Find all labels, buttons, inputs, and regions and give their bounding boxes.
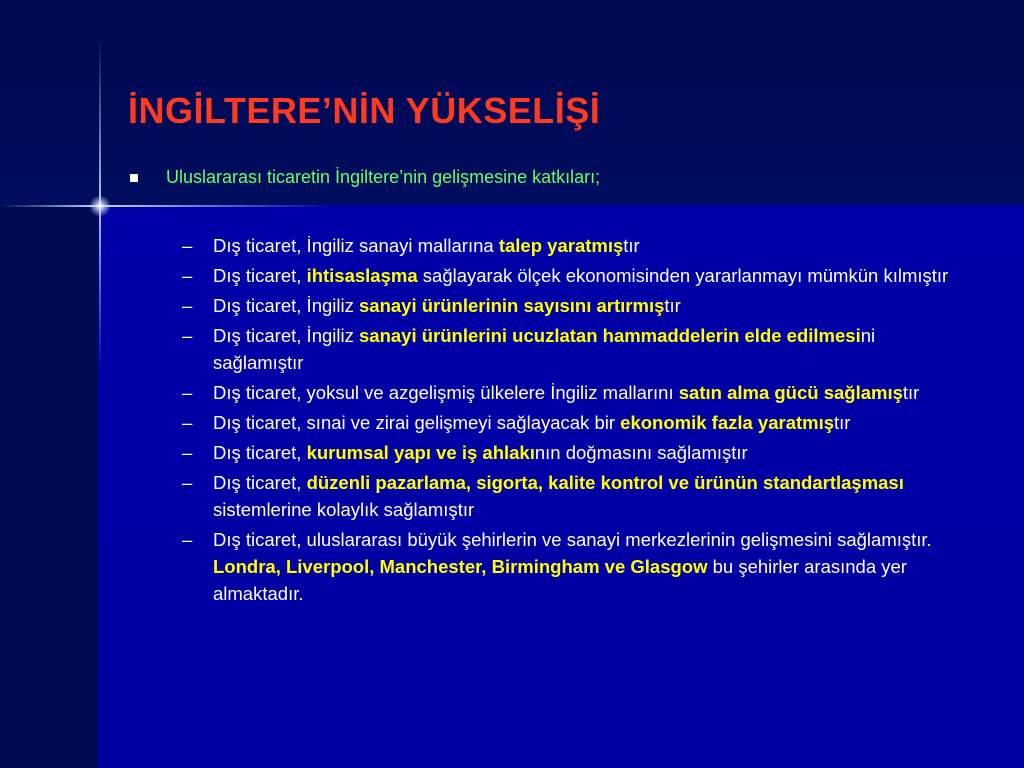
dash-bullet-icon: – [182,295,193,316]
sub-bullet-list [182,232,962,610]
body-text: Dış ticaret, [213,442,307,463]
body-text: Dış ticaret, İngiliz sanayi mallarına [213,235,499,256]
body-text: tır [834,412,851,433]
body-text: Dış ticaret, İngiliz [213,295,359,316]
dash-bullet-icon: – [182,442,193,463]
highlighted-text: satın alma gücü sağlamış [678,382,903,403]
sub-bullet-item [182,526,962,607]
highlighted-text: talep yaratmış [498,235,624,256]
dash-bullet-icon: – [182,529,193,550]
body-text: Dış ticaret, uluslararası büyük şehirlerin ve sanayi merkezlerinin gelişmesini sağlamıştır. [213,529,932,550]
slide-title: İNGİLTERE’NİN YÜKSELİŞİ [128,90,601,131]
sub-bullet-item [182,439,962,466]
decorative-spark [89,195,111,217]
highlighted-text: ekonomik fazla yaratmış [620,412,835,433]
body-text: sistemlerine kolaylık sağlamıştır [213,499,475,520]
highlighted-text: sanayi ürünlerinin sayısını artırmış [359,295,665,316]
body-text: sağlayarak ölçek ekonomisinden yararlanmayı mümkün kılmıştır [417,265,949,286]
square-bullet-icon [130,174,138,182]
body-text: Dış ticaret, [213,472,307,493]
highlighted-text: kurumsal yapı ve iş ahlakı [306,442,535,463]
highlighted-text: ihtisaslaşma [306,265,418,286]
sub-bullet-item [182,292,962,319]
body-text: Dış ticaret, İngiliz [213,325,359,346]
sub-bullet-item [182,322,962,376]
sub-bullet-item [182,409,962,436]
dash-bullet-icon: – [182,412,193,433]
dash-bullet-icon: – [182,265,193,286]
body-text: tır [664,295,681,316]
body-text: tır [902,382,920,403]
main-bullet [130,167,600,188]
background-left-band [0,205,98,768]
body-text: bu şehirler arasında yer almaktadır. [213,556,907,604]
body-text: Dış ticaret, yoksul ve azgelişmiş ülkelere İngiliz mallarını [213,382,679,403]
body-text: Dış ticaret, [213,265,307,286]
sub-bullet-item [182,379,962,406]
body-text: ni sağlamıştır [213,325,876,373]
dash-bullet-icon: – [182,382,193,403]
decorative-horizontal-line [0,205,330,207]
highlighted-text: sanayi ürünlerini ucuzlatan hammaddelerin elde edilmesi [359,325,861,346]
dash-bullet-icon: – [182,235,193,256]
dash-bullet-icon: – [182,472,193,493]
dash-bullet-icon: – [182,325,193,346]
sub-bullet-item [182,262,962,289]
highlighted-text: düzenli pazarlama, sigorta, kalite kontrol ve ürünün standartlaşması [306,472,904,493]
main-bullet-text: Uluslararası ticaretin İngiltere’nin gelişmesine katkıları; [166,167,601,187]
body-text: nın doğmasını sağlamıştır [534,442,748,463]
sub-bullet-item [182,232,962,259]
body-text: Dış ticaret, sınai ve zirai gelişmeyi sağlayacak bir [213,412,621,433]
sub-bullet-item [182,469,962,523]
highlighted-text: Londra, Liverpool, Manchester, Birmingham ve Glasgow [213,556,708,577]
body-text: tır [623,235,640,256]
